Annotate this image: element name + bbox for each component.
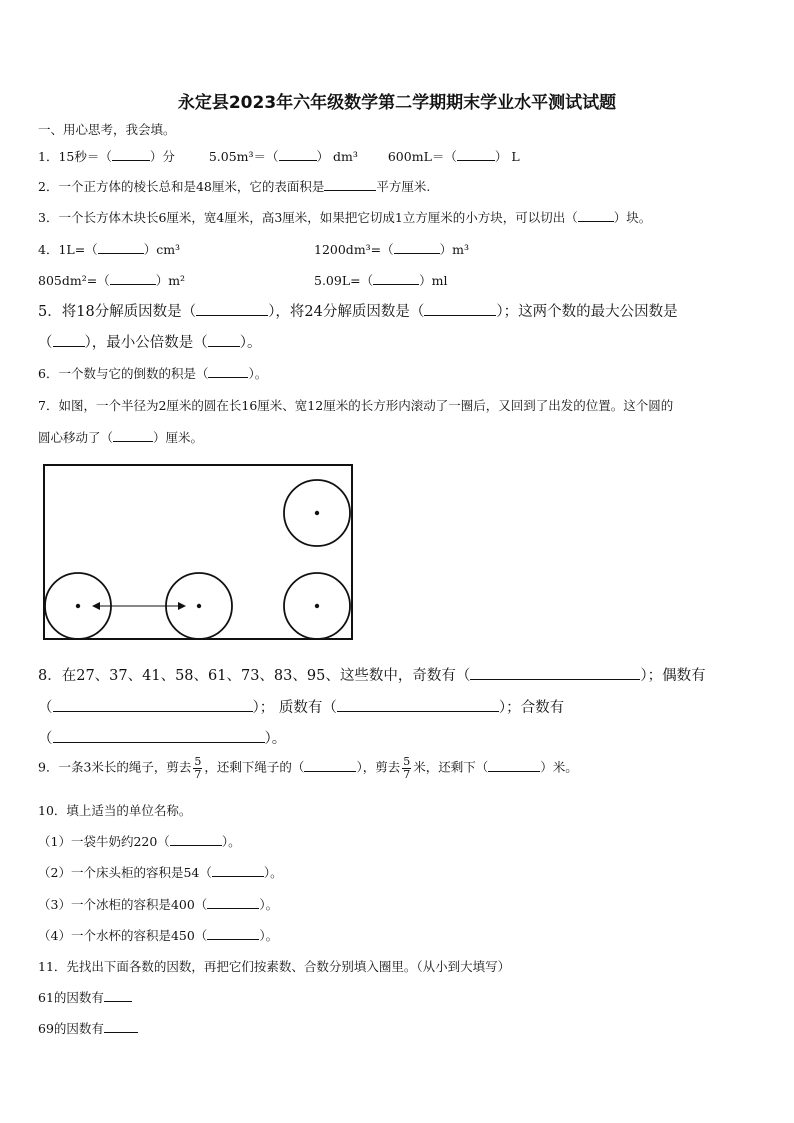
- circle-bottom-right-center: [315, 604, 319, 608]
- q11-b-blank[interactable]: [104, 1020, 138, 1033]
- q4-part-d-unit: ）ml: [419, 273, 448, 288]
- q8-text-7: ）。: [264, 731, 287, 747]
- q3-text: 3．一个长方体木块长6厘米，宽4厘米，高3厘米，如果把它切成1立方厘米的小方块，可以切出（: [38, 210, 578, 225]
- q8-text-6: （: [38, 731, 53, 747]
- q8-blank-odd[interactable]: [470, 665, 640, 680]
- q7-blank[interactable]: [113, 429, 153, 442]
- question-10: 10．填上适当的单位名称。: [38, 803, 192, 818]
- question-4-row-1b: [314, 240, 469, 258]
- q6-blank[interactable]: [208, 365, 248, 378]
- q10-item-4-blank[interactable]: [207, 927, 259, 940]
- q6-text: 6．一个数与它的倒数的积是（: [38, 366, 209, 381]
- q7-unit: ）厘米。: [153, 430, 204, 445]
- q4-part-a-unit: ）cm³: [143, 242, 181, 257]
- question-6: [38, 364, 267, 382]
- question-4-row-1: [38, 240, 180, 258]
- q1-part-c: 600mL＝（: [387, 149, 457, 164]
- question-8-line-3: [38, 727, 286, 748]
- q10-item-2-end: ）。: [263, 865, 283, 880]
- q8-text-4: ）； 质数有（: [252, 700, 337, 716]
- question-11-b: [38, 1019, 138, 1037]
- fraction-2-numerator: 5: [403, 755, 411, 768]
- question-1: [38, 147, 520, 165]
- q4-part-b: 1200dm³=（: [314, 242, 394, 257]
- q5-blank-4[interactable]: [208, 332, 240, 347]
- q5-text-6: ）。: [239, 335, 262, 351]
- rectangle: [44, 465, 352, 639]
- q9-text-1: 9．一条3米长的绳子，剪去: [38, 759, 192, 775]
- question-10-item-2: [38, 863, 283, 881]
- circle-top-right-center: [315, 511, 319, 515]
- q9-blank-1[interactable]: [304, 759, 356, 772]
- q1-part-b-unit: ） dm³: [316, 149, 358, 164]
- question-7-line-1: 7．如图，一个半径为2厘米的圆在长16厘米、宽12厘米的长方形内滚动了一圈后，又回到了出发的位置。这个圆的: [38, 398, 674, 413]
- q5-blank-1[interactable]: [196, 301, 268, 316]
- q10-item-3-blank[interactable]: [207, 896, 259, 909]
- q4-blank-c[interactable]: [110, 272, 156, 285]
- q2-unit: 平方厘米.: [376, 179, 431, 194]
- q1-blank-b[interactable]: [279, 148, 317, 161]
- question-8-line-1: [38, 664, 706, 685]
- q9-text-3: ），剪去: [356, 759, 401, 775]
- q1-part-b: 5.05m³＝（: [208, 149, 279, 164]
- q5-text-5: ），最小公倍数是（: [84, 335, 208, 351]
- q8-text-2: ）；偶数有: [640, 668, 706, 684]
- q10-item-1-blank[interactable]: [170, 833, 222, 846]
- q1-part-a: 1．15秒＝（: [38, 149, 112, 164]
- rectangle-circle-diagram: [43, 464, 355, 642]
- q7-text: 圆心移动了（: [38, 430, 114, 445]
- q5-text-1: 5．将18分解质因数是（: [38, 304, 197, 320]
- page-title: 永定县2023年六年级数学第二学期期末学业水平测试试题: [177, 93, 617, 113]
- q9-text-4: 米，还剩下（: [413, 759, 489, 775]
- q8-text-3: （: [38, 700, 53, 716]
- q5-blank-3[interactable]: [53, 332, 85, 347]
- fraction-2-denominator: 7: [403, 767, 411, 781]
- q11-b-text: 69的因数有: [38, 1021, 104, 1036]
- q1-part-c-unit: ） L: [494, 149, 520, 164]
- q9-text-2: ，还剩下绳子的（: [204, 759, 305, 775]
- q10-item-4-text: （4）一个水杯的容积是450（: [38, 928, 208, 943]
- q4-part-a: 4．1L=（: [38, 242, 98, 257]
- q4-part-c: 805dm²=（: [38, 273, 110, 288]
- q3-blank[interactable]: [578, 209, 614, 222]
- question-8-line-2: [38, 696, 564, 717]
- question-7-line-2: [38, 428, 203, 446]
- q8-blank-composite[interactable]: [53, 728, 265, 743]
- q5-text-3: ）；这两个数的最大公因数是: [496, 304, 678, 320]
- q4-blank-b[interactable]: [394, 241, 440, 254]
- q4-blank-a[interactable]: [98, 241, 144, 254]
- q5-text-4: （: [38, 335, 53, 351]
- question-9: [38, 756, 578, 780]
- q10-item-2-text: （2）一个床头柜的容积是54（: [38, 865, 212, 880]
- question-10-item-4: [38, 926, 278, 944]
- q2-text: 2．一个正方体的棱长总和是48厘米，它的表面积是: [38, 179, 325, 194]
- q1-part-a-unit: ）分: [149, 149, 175, 164]
- q1-blank-c[interactable]: [457, 148, 495, 161]
- q8-blank-prime[interactable]: [337, 697, 499, 712]
- q6-end: ）。: [248, 366, 268, 381]
- fraction-1: [193, 756, 202, 780]
- q4-blank-d[interactable]: [373, 272, 419, 285]
- question-4-row-2: [38, 271, 185, 289]
- q4-part-b-unit: ）m³: [439, 242, 470, 257]
- question-10-item-3: [38, 895, 278, 913]
- q10-item-4-end: ）。: [259, 928, 279, 943]
- question-4-row-2b: [314, 271, 447, 289]
- fraction-1-numerator: 5: [194, 755, 202, 768]
- section-heading: 一、用心思考，我会填。: [38, 122, 176, 137]
- question-5-line-1: [38, 300, 678, 321]
- question-2: [38, 177, 430, 195]
- question-3: [38, 208, 651, 226]
- q9-text-5: ）米。: [540, 759, 578, 775]
- q10-item-1-end: ）。: [221, 834, 241, 849]
- q10-item-2-blank[interactable]: [212, 864, 264, 877]
- question-11-a: [38, 988, 132, 1006]
- q8-blank-even[interactable]: [53, 697, 253, 712]
- q10-item-3-text: （3）一个冰柜的容积是400（: [38, 897, 208, 912]
- fraction-2: [402, 756, 411, 780]
- q4-part-c-unit: ）m²: [155, 273, 186, 288]
- fraction-1-denominator: 7: [194, 767, 202, 781]
- q4-part-d: 5.09L=（: [314, 273, 374, 288]
- q2-blank[interactable]: [324, 178, 376, 191]
- question-5-line-2: [38, 331, 262, 352]
- q9-blank-2[interactable]: [488, 759, 540, 772]
- q8-text-1: 8．在27、37、41、58、61、73、83、95、这些数中，奇数有（: [38, 668, 471, 684]
- q5-blank-2[interactable]: [424, 301, 496, 316]
- q5-text-2: ），将24分解质因数是（: [268, 304, 425, 320]
- q1-blank-a[interactable]: [112, 148, 150, 161]
- circle-moved-center: [197, 604, 201, 608]
- q11-a-text: 61的因数有: [38, 990, 104, 1005]
- q10-item-3-end: ）。: [259, 897, 279, 912]
- circle-start-center: [76, 604, 80, 608]
- q8-text-5: ）；合数有: [498, 700, 565, 716]
- q10-item-1-text: （1）一袋牛奶约220（: [38, 834, 170, 849]
- question-11: 11．先找出下面各数的因数，再把它们按素数、合数分别填入圈里。（从小到大填写）: [38, 959, 511, 974]
- q11-a-blank[interactable]: [104, 989, 132, 1002]
- q3-end: ）块。: [613, 210, 652, 225]
- question-10-item-1: [38, 832, 241, 850]
